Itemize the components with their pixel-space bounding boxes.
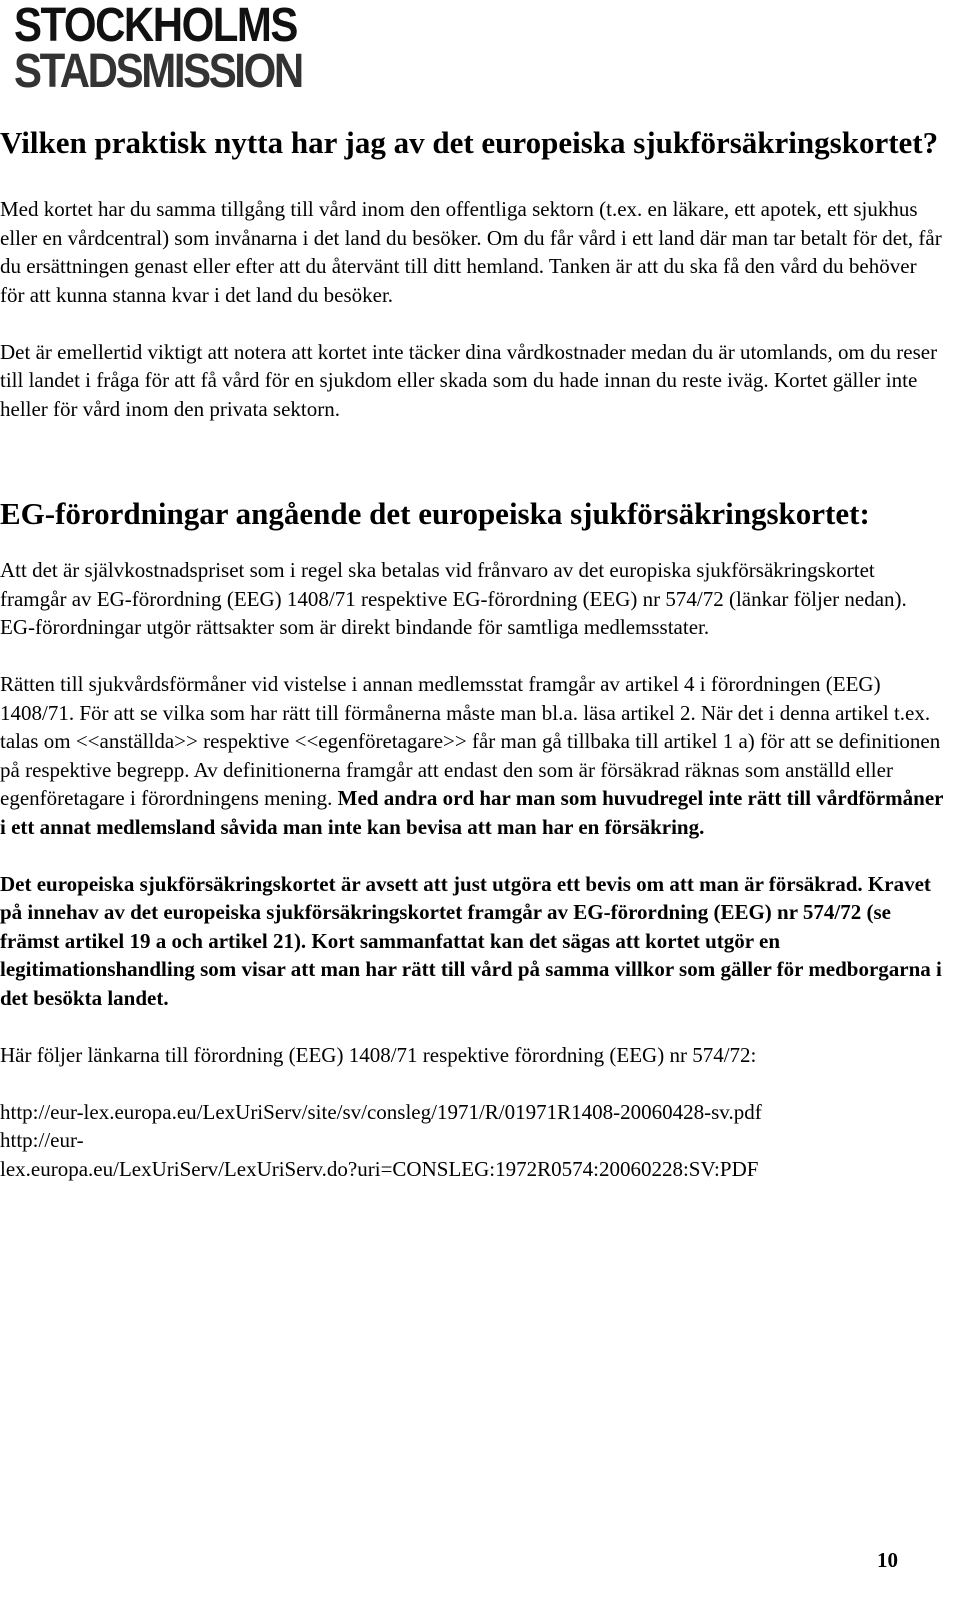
link-regulation-1408[interactable]: http://eur-lex.europa.eu/LexUriServ/site/sv/consleg/1971/R/01971R1408-20060428-sv.pdf [0, 1099, 762, 1124]
paragraph-card-access: Med kortet har du samma tillgång till vård inom den offentliga sektorn (t.ex. en läkare, ett apotek, ett sjukhus eller en vårdcentral) som invånarna i det land du besöker. Om du får vård i ett land där man tar betalt för det, får du ersättningen genast eller efter att du återvänt till ditt hemland. Tanken är att du ska få den vård du behöver för att kunna stanna kvar i det land du besöker. [0, 197, 942, 307]
logo-line-2: STADSMISSION [14, 43, 302, 98]
paragraph-card-proof-text: Det europeiska sjukförsäkringskortet är avsett att just utgöra ett bevis om att man är försäkrad. Kravet på innehav av det europeiska sjukförsäkringskortet framgår av EG-förordning (EEG) nr 574/72 (se främst artikel 19 a och artikel 21). Kort sammanfattat kan det sägas att kortet utgör en legitimationshandling som visar att man har rätt till vård på samma villkor som gäller för medborgarna i det besökta landet. [0, 871, 942, 1010]
stadsmission-logo [14, 0, 302, 98]
paragraph-right-emphasis: Med andra ord har man som huvudregel inte rätt till vårdförmåner i ett annat medlemsland såvida man inte kan bevisa att man har en försäkring. [0, 786, 944, 839]
document-body [0, 124, 945, 1183]
links-block [0, 1098, 945, 1184]
paragraph-right-to-benefits [0, 670, 945, 841]
heading-practical-use: Vilken praktisk nytta har jag av det europeiska sjukförsäkringskortet? [0, 125, 939, 160]
page-number: 10 [877, 1548, 898, 1572]
link-regulation-574-part1[interactable]: http://eur- [0, 1128, 84, 1152]
paragraph-right-text: Rätten till sjukvårdsförmåner vid vistelse i annan medlemsstat framgår av artikel 4 i förordningen (EEG) 1408/71. För att se vilka som har rätt till förmånerna måste man bl.a. läsa artikel 2. När det i denna artikel t.ex. talas om <<anställda>> respektive <<egenföretagare>> får man gå tillbaka till artikel 1 a) för att se definitionen på respektive begrepp. Av definitionerna framgår att endast den som är försäkrad räknas som anställd eller egenföretagare i förordningens mening. [0, 672, 941, 810]
logo-line-1: STOCKHOLMS [14, 0, 297, 52]
paragraph-cost-price: Att det är självkostnadspriset som i regel ska betalas vid frånvaro av det europiska sjukförsäkringskortet framgår av EG-förordning (EEG) 1408/71 respektive EG-förordning (EEG) nr 574/72 (länkar följer nedan). EG-förordningar utgör rättsakter som är direkt bindande för samtliga medlemsstater. [0, 558, 907, 639]
link-regulation-574-part2[interactable]: lex.europa.eu/LexUriServ/LexUriServ.do?uri=CONSLEG:1972R0574:20060228:SV:PDF [0, 1156, 759, 1181]
paragraph-card-limitations: Det är emellertid viktigt att notera att kortet inte täcker dina vårdkostnader medan du är utomlands, om du reser till landet i fråga för att få vård för en sjukdom eller skada som du hade innan du reste iväg. Kortet gäller inte heller för vård inom den privata sektorn. [0, 339, 938, 421]
paragraph-card-proof [0, 870, 945, 1013]
paragraph-links-intro: Här följer länkarna till förordning (EEG) 1408/71 respektive förordning (EEG) nr 574/72: [0, 1042, 757, 1067]
heading-eg-regulations: EG-förordningar angående det europeiska sjukförsäkringskortet: [0, 496, 870, 531]
link-regulation-574[interactable] [0, 1126, 945, 1183]
